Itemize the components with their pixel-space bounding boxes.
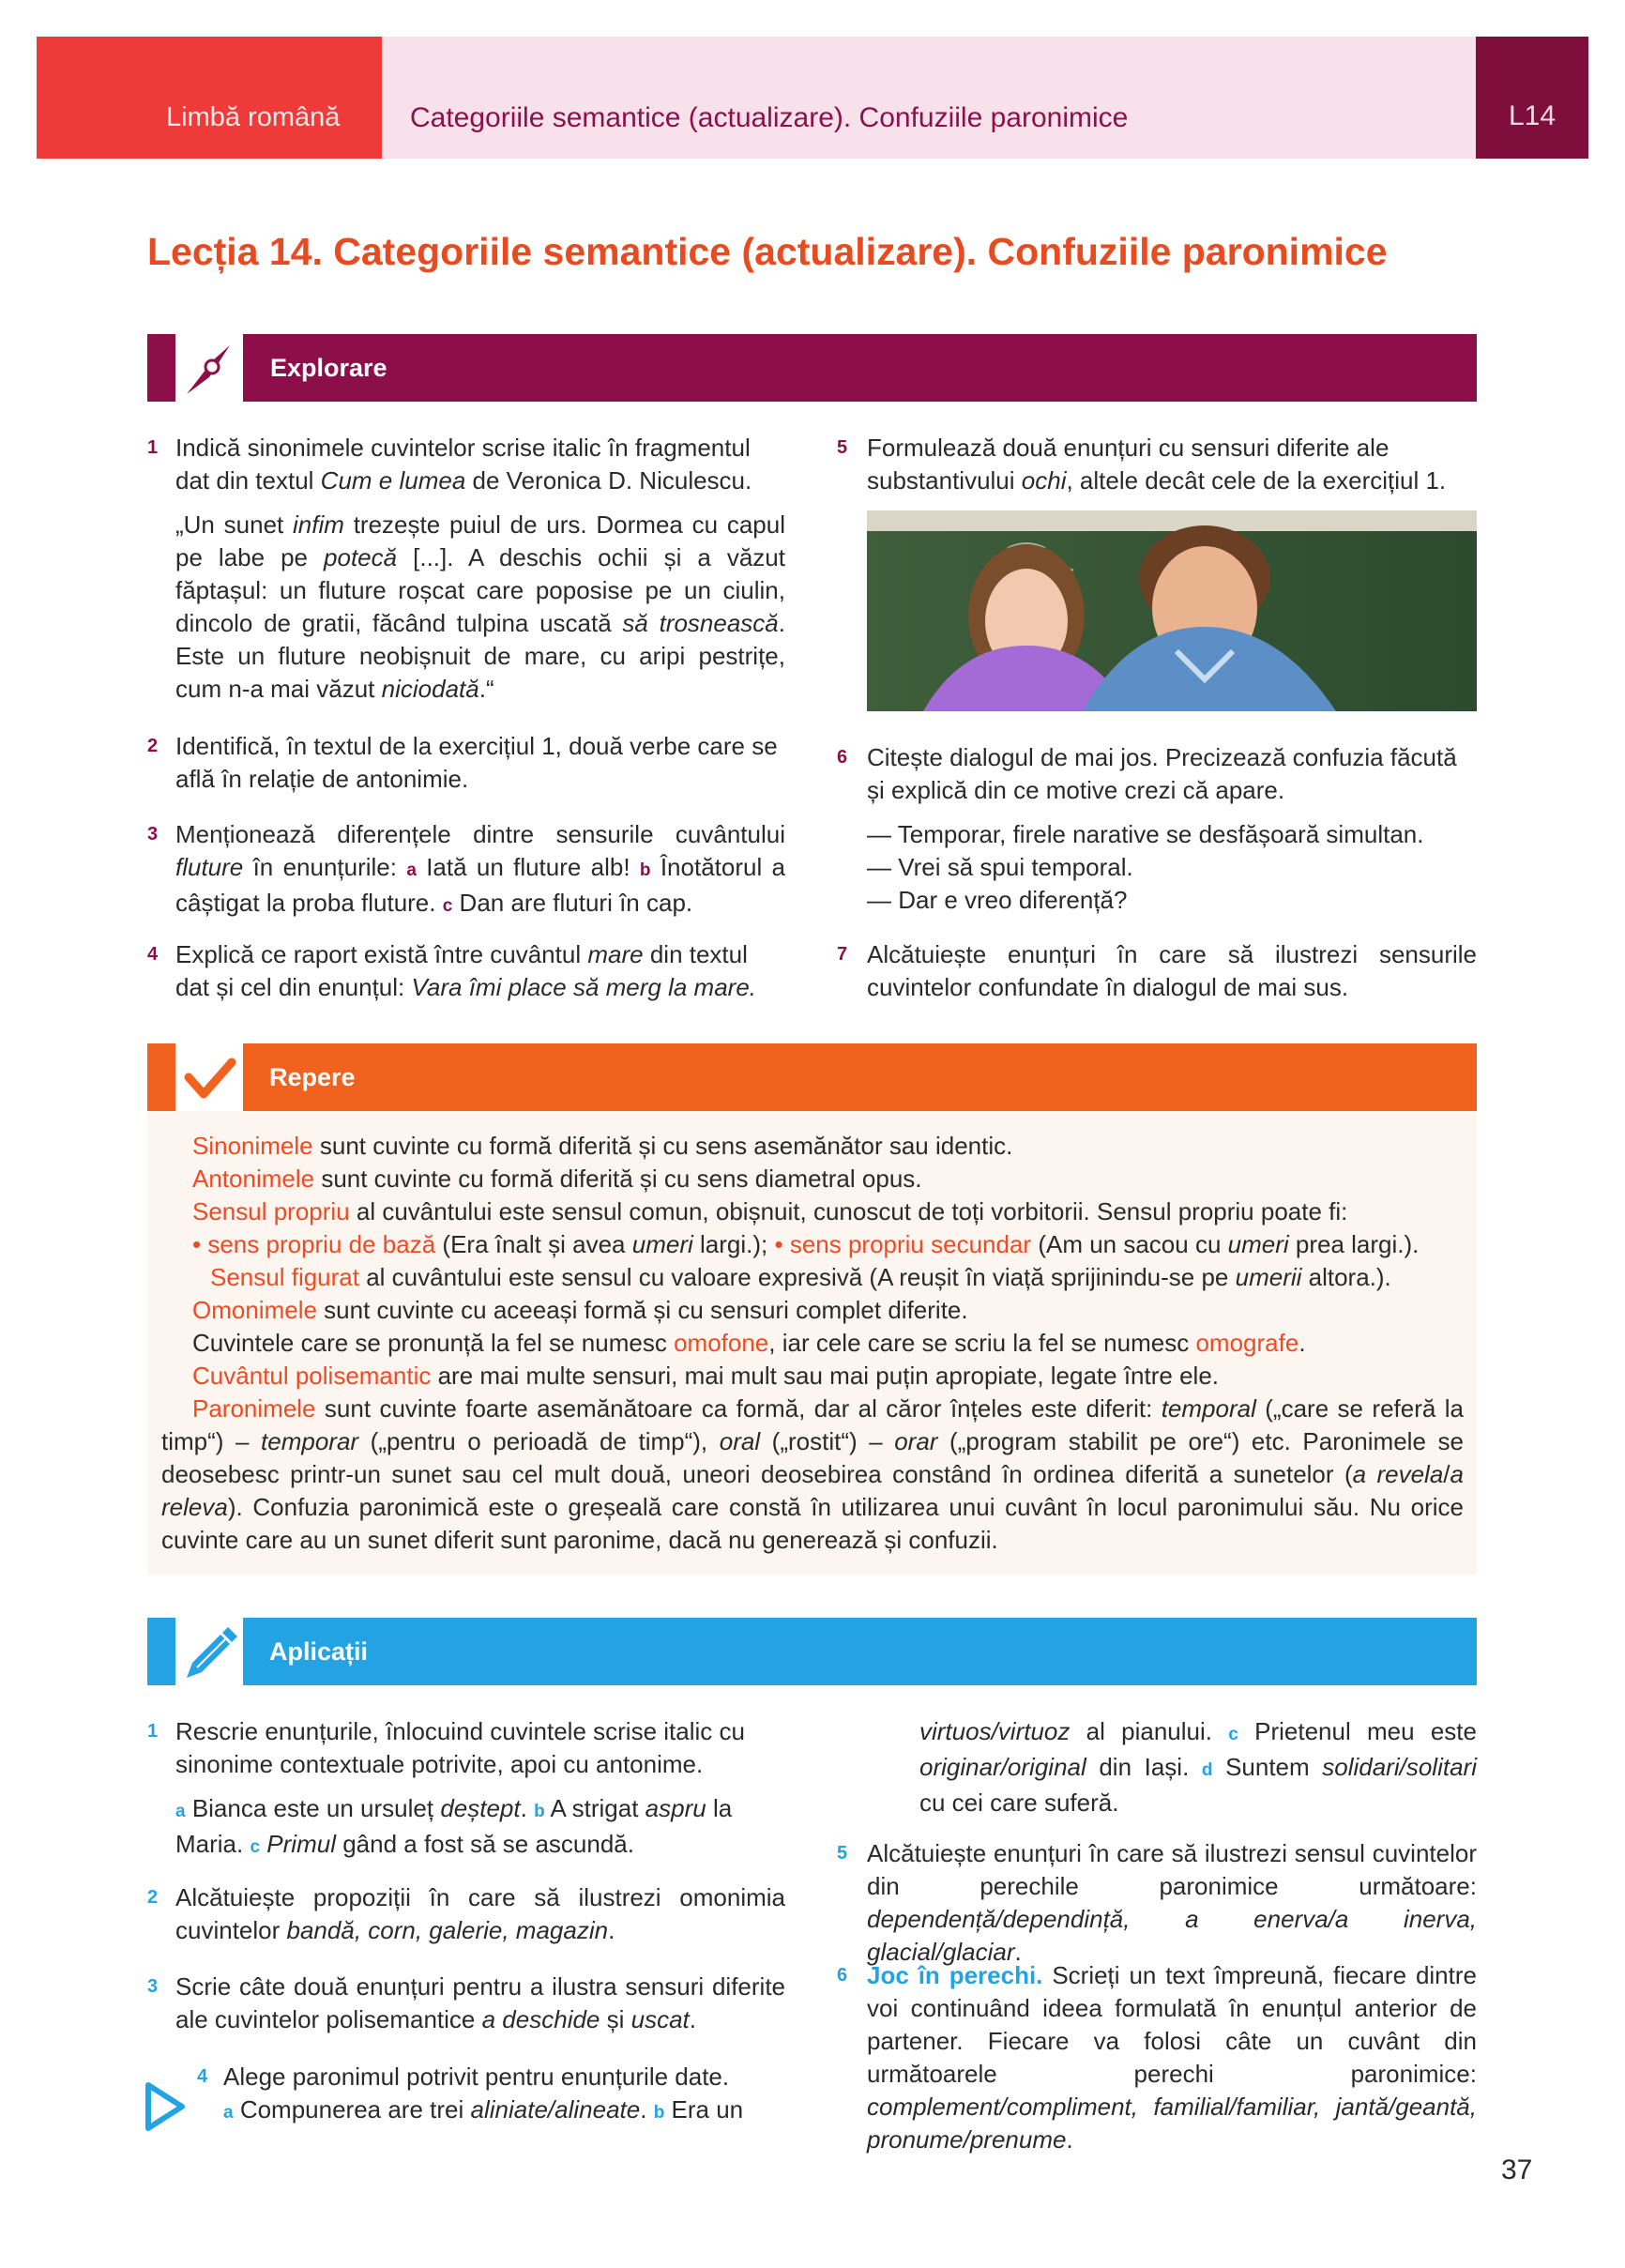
exercise-text: Alcătuiește enunțuri în care să ilustrezi sensul cuvintelor din perechile paronimice următoare: dependență/dependință, a enerva/a inerva, glacial/glaciar. xyxy=(867,1839,1477,1966)
bullet-icon: • xyxy=(774,1230,783,1258)
exercise-text: Alege paronimul potrivit pentru enunțurile date. a Compunerea are trei aliniate/alineate. b Era un xyxy=(223,2063,744,2123)
section-label: Repere xyxy=(269,1063,356,1091)
exercise-text: Indică sinonimele cuvintelor scrise italic în fragmentul dat din textul xyxy=(175,434,751,495)
exercise-text: Formulează două enunțuri cu sensuri diferite ale substantivului ochi, altele decât cele de la exercițiul 1. xyxy=(867,434,1447,495)
def-omonime: Omonimele sunt cuvinte cu aceeași formă și cu sensuri complet diferite. xyxy=(192,1296,968,1324)
exercise-1 xyxy=(147,432,785,706)
def-sinonime: Sinonimele sunt cuvinte cu formă diferită și cu sens asemănător sau identic. xyxy=(192,1132,1013,1160)
application-1 xyxy=(147,1715,785,1864)
pencil-icon xyxy=(181,1623,239,1682)
section-label: Aplicații xyxy=(269,1637,369,1666)
exercise-2 xyxy=(147,730,785,796)
header-lesson-code: L14 xyxy=(1476,37,1588,159)
exercise-text: Rescrie enunțurile, înlocuind cuvintele scrise italic cu sinonime contextuale potrivite, apoi cu antonime. xyxy=(175,1717,745,1778)
exercise-text: Identifică, în textul de la exercițiul 1, două verbe care se află în relație de antonimie. xyxy=(175,732,778,793)
def-polisemantic: Cuvântul polisemantic are mai multe sensuri, mai mult sau mai puțin apropiate, legate între ele. xyxy=(192,1362,1219,1390)
exercise-number: 4 xyxy=(147,944,159,965)
dialogue-line: — Vrei să spui temporal. xyxy=(867,853,1133,881)
application-5 xyxy=(837,1837,1477,1969)
book-title: Cum e lumea xyxy=(320,466,466,495)
section-label: Explorare xyxy=(270,354,387,382)
exercise-number: 6 xyxy=(837,1965,848,1986)
dialogue xyxy=(867,818,1477,917)
def-sens-propriu: Sensul propriu al cuvântului este sensul comun, obișnuit, cunoscut de toți vorbitorii. Sensul propriu poate fi: xyxy=(192,1197,1348,1225)
exercise-number: 4 xyxy=(197,2066,208,2087)
repere-content xyxy=(147,1111,1477,1575)
application-4 xyxy=(197,2061,785,2129)
exercise-text: Scrie câte două enunțuri pentru a ilustra sensuri diferite ale cuvintelor polisemantice a deschide și uscat. xyxy=(175,1972,785,2033)
play-arrow-icon xyxy=(144,2081,186,2132)
sentences: a Bianca este un ursuleț deștept. b A strigat aspru la Maria. c Primul gând a fost să se ascundă. xyxy=(175,1794,733,1858)
lesson-title: Lecția 14. Categoriile semantice (actualizare). Confuziile paronimice xyxy=(147,230,1388,273)
exercise-number: 2 xyxy=(147,736,159,756)
exercise-text: Citește dialogul de mai jos. Precizează confuzia făcută și explică din ce motive crezi că apare. xyxy=(867,743,1457,804)
section-repere xyxy=(147,1043,1477,1111)
exercise-number: 3 xyxy=(147,824,159,845)
exercise-4 xyxy=(147,938,785,1004)
header-title: Categoriile semantice (actualizare). Confuziile paronimice xyxy=(382,37,1476,159)
dialogue-line: — Dar e vreo diferență? xyxy=(867,886,1128,914)
compass-icon xyxy=(181,340,239,398)
quote-fragment: „Un sunet infim trezește puiul de urs. Dormea cu capul pe labe pe potecă [...]. A deschis ochii și a văzut făptașul: un fluture roșcat care poposise pe un ciulin, dincolo de gratii, făcând tulpina uscată să trosnească. Este un fluture neobișnuit de mare, cu aripi pestrițe, cum n-a mai văzut niciodată.“ xyxy=(175,510,786,703)
exercise-text: Alcătuiește propoziții în care să ilustrezi omonimia cuvintelor bandă, corn, galerie, magazin. xyxy=(175,1883,785,1944)
exercise-number: 5 xyxy=(837,1843,848,1864)
exercise-text: Joc în perechi. Scrieți un text împreună, fiecare dintre voi continuând ideea formulată în enunțul anterior de partener. Fiecare va folosi câte un cuvânt din următoarele perechi paronimice: complement/compliment, familial/familiar, jantă/geantă, pronume/prenume. xyxy=(867,1961,1477,2154)
bullets-sens-propriu: • sens propriu de bază (Era înalt și avea umeri largi.); • sens propriu secundar (Am un sacou cu umeri prea largi.). xyxy=(192,1230,1420,1258)
game-title: Joc în perechi. xyxy=(867,1961,1043,1989)
exercise-number: 7 xyxy=(837,944,848,965)
exercise-number: 1 xyxy=(147,437,159,458)
page-number: 37 xyxy=(1501,2154,1533,2185)
bullet-icon: • xyxy=(192,1230,202,1258)
exercise-text: Explică ce raport există între cuvântul mare din textul dat și cel din enunțul: Vara îmi place să merg la mare. xyxy=(175,940,757,1001)
dialogue-line: — Temporar, firele narative se desfășoară simultan. xyxy=(867,820,1424,848)
application-6 xyxy=(837,1959,1477,2156)
section-explorare xyxy=(147,334,1477,402)
students-photo xyxy=(867,510,1477,711)
exercise-6 xyxy=(837,741,1477,917)
checkmark-icon xyxy=(181,1049,239,1107)
application-3 xyxy=(147,1971,785,2036)
def-paronime: Paronimele sunt cuvinte foarte asemănătoare ca formă, dar al căror înțeles este diferit: temporal („care se referă la timp“) – temporar („pentru o perioadă de timp“), oral („rostit“) – orar („program stabilit pe ore“) etc. Paronimele se deosebesc printr-un sunet sau cel mult două, uneori deosebirea constând în ordinea diferită a sunetelor (a revela/a releva). Confuzia paronimică este o greșeală care constă în utilizarea unui cuvânt în locul paronimului său. Nu orice cuvinte care au un sunet diferit sunt paronime, dacă nu generează și confuzii. xyxy=(161,1394,1464,1554)
exercise-text: Menționează diferențele dintre sensurile cuvântului fluture în enunțurile: a Iată un fluture alb! b Înotătorul a câștigat la proba fluture. c Dan are fluturi în cap. xyxy=(175,820,785,917)
def-omofone-omografe: Cuvintele care se pronunță la fel se numesc omofone, iar cele care se scriu la fel se numesc omografe. xyxy=(192,1329,1306,1357)
exercise-number: 3 xyxy=(147,1976,159,1997)
application-2 xyxy=(147,1881,785,1947)
exercise-text-end: de Veronica D. Niculescu. xyxy=(472,466,752,495)
exercise-number: 5 xyxy=(837,437,848,458)
exercise-text: Alcătuiește enunțuri în care să ilustrezi sensurile cuvintelor confundate în dialogul de mai sus. xyxy=(867,940,1477,1001)
header-subject: Limbă română xyxy=(37,37,382,159)
exercise-7 xyxy=(837,938,1477,1004)
exercise-3 xyxy=(147,818,785,922)
def-antonime: Antonimele sunt cuvinte cu formă diferită și cu sens diametral opus. xyxy=(192,1164,922,1193)
exercise-number: 2 xyxy=(147,1887,159,1908)
section-aplicatii xyxy=(147,1618,1477,1685)
exercise-number: 1 xyxy=(147,1721,159,1742)
application-4-continued: virtuos/virtuoz al pianului. c Prietenul meu este originar/original din Iași. d Suntem solidari/solitari cu cei care suferă. xyxy=(919,1717,1477,1817)
exercise-number: 6 xyxy=(837,747,848,768)
exercise-5 xyxy=(837,432,1477,497)
def-sens-figurat: Sensul figurat al cuvântului este sensul cu valoare expresivă (A reușit în viață sprijinindu-se pe umerii altora.). xyxy=(210,1263,1391,1291)
